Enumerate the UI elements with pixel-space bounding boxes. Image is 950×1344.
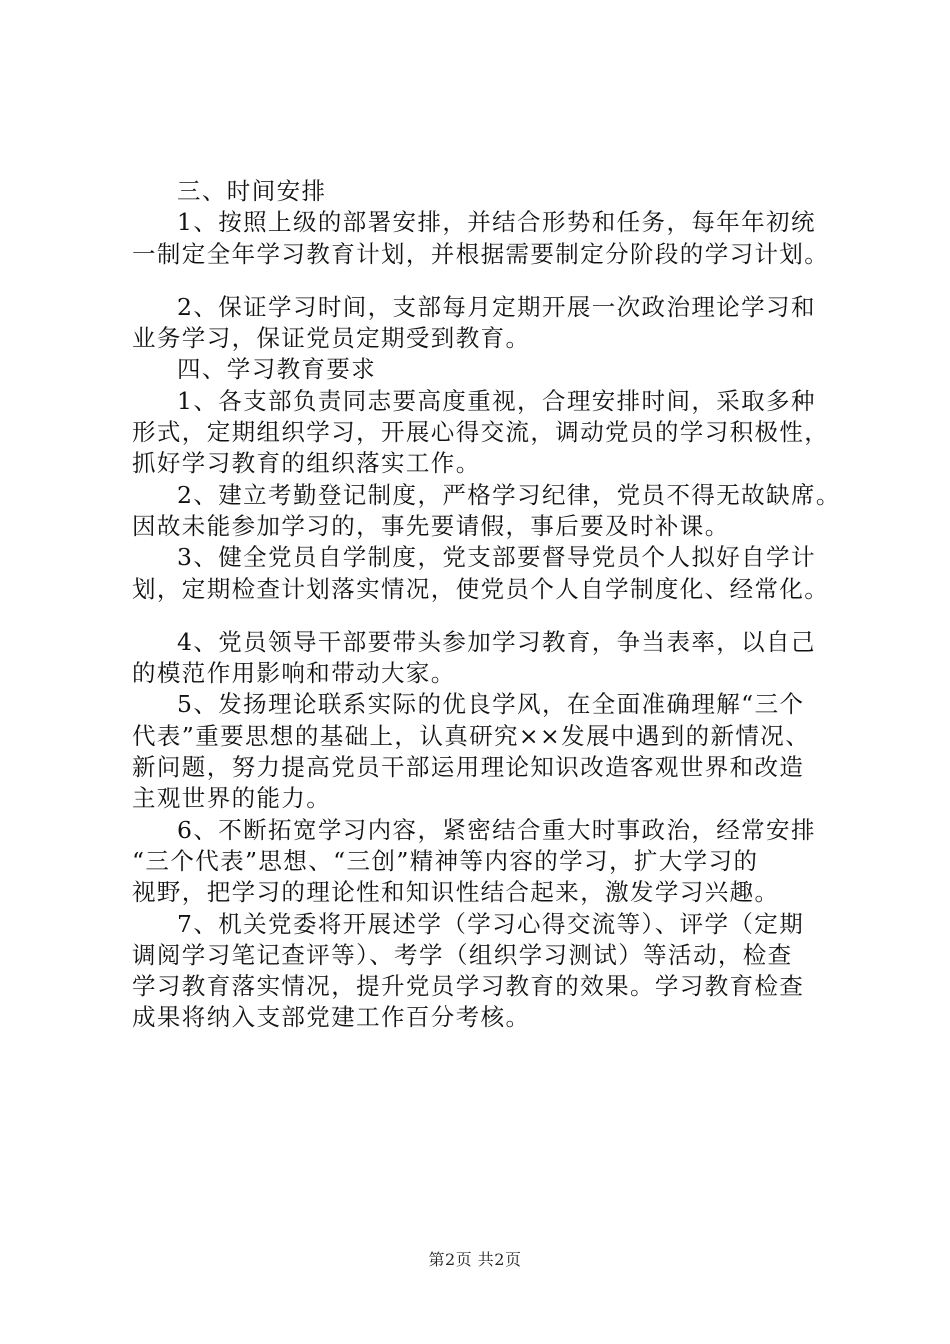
text-line: 1、按照上级的部署安排，并结合形势和任务，每年年初统 (177, 208, 816, 237)
document-body (132, 176, 852, 1034)
text-line: 6、不断拓宽学习内容，紧密结合重大时事政治，经常安排 (177, 815, 816, 844)
text-line: 7、机关党委将开展述学（学习心得交流等）、评学（定期 (177, 909, 805, 938)
text-line: 代表”重要思想的基础上，认真研究××发展中遇到的新情况、 (132, 721, 811, 750)
text-line: 主观世界的能力。 (132, 784, 332, 813)
text-line: 4、党员领导干部要带头参加学习教育，争当表率，以自己 (177, 627, 816, 656)
page-footer: 第2页 共2页 (428, 1250, 522, 1269)
text-line: 一制定全年学习教育计划，并根据需要制定分阶段的学习计划。 (132, 239, 830, 268)
text-line: 2、保证学习时间，支部每月定期开展一次政治理论学习和 (177, 292, 816, 321)
text-line: 新问题，努力提高党员干部运用理论知识改造客观世界和改造 (132, 753, 805, 782)
text-line: 因故未能参加学习的，事先要请假，事后要及时补课。 (132, 511, 730, 540)
text-line: 划，定期检查计划落实情况，使党员个人自学制度化、经常化。 (132, 574, 830, 603)
paragraph-spacer (132, 270, 852, 292)
text-line: 2、建立考勤登记制度，严格学习纪律，党员不得无故缺席。 (177, 480, 841, 509)
text-line: 抓好学习教育的组织落实工作。 (132, 449, 481, 478)
text-line: 成果将纳入支部党建工作百分考核。 (132, 1003, 531, 1032)
text-line: 3、健全党员自学制度，党支部要督导党员个人拟好自学计 (177, 543, 816, 572)
text-line: 形式，定期组织学习，开展心得交流，调动党员的学习积极性， (132, 418, 830, 447)
text-line: 调阅学习笔记查评等）、考学（组织学习测试）等活动，检查 (132, 940, 793, 969)
text-line: 5、发扬理论联系实际的优良学风，在全面准确理解“三个 (177, 690, 805, 719)
text-line: 视野，把学习的理论性和知识性结合起来，激发学习兴趣。 (132, 878, 780, 907)
text-line: 业务学习，保证党员定期受到教育。 (132, 324, 531, 353)
text-line: 1、各支部负责同志要高度重视，合理安排时间，采取多种 (177, 386, 816, 415)
text-line: 三、时间安排 (177, 177, 327, 205)
text-line: 四、学习教育要求 (177, 355, 377, 384)
text-line: 的模范作用影响和带动大家。 (132, 659, 456, 688)
text-line: 学习教育落实情况，提升党员学习教育的效果。学习教育检查 (132, 972, 805, 1001)
text-line: “三个代表”思想、“三创”精神等内容的学习，扩大学习的 (132, 846, 759, 875)
paragraph-spacer (132, 605, 852, 627)
